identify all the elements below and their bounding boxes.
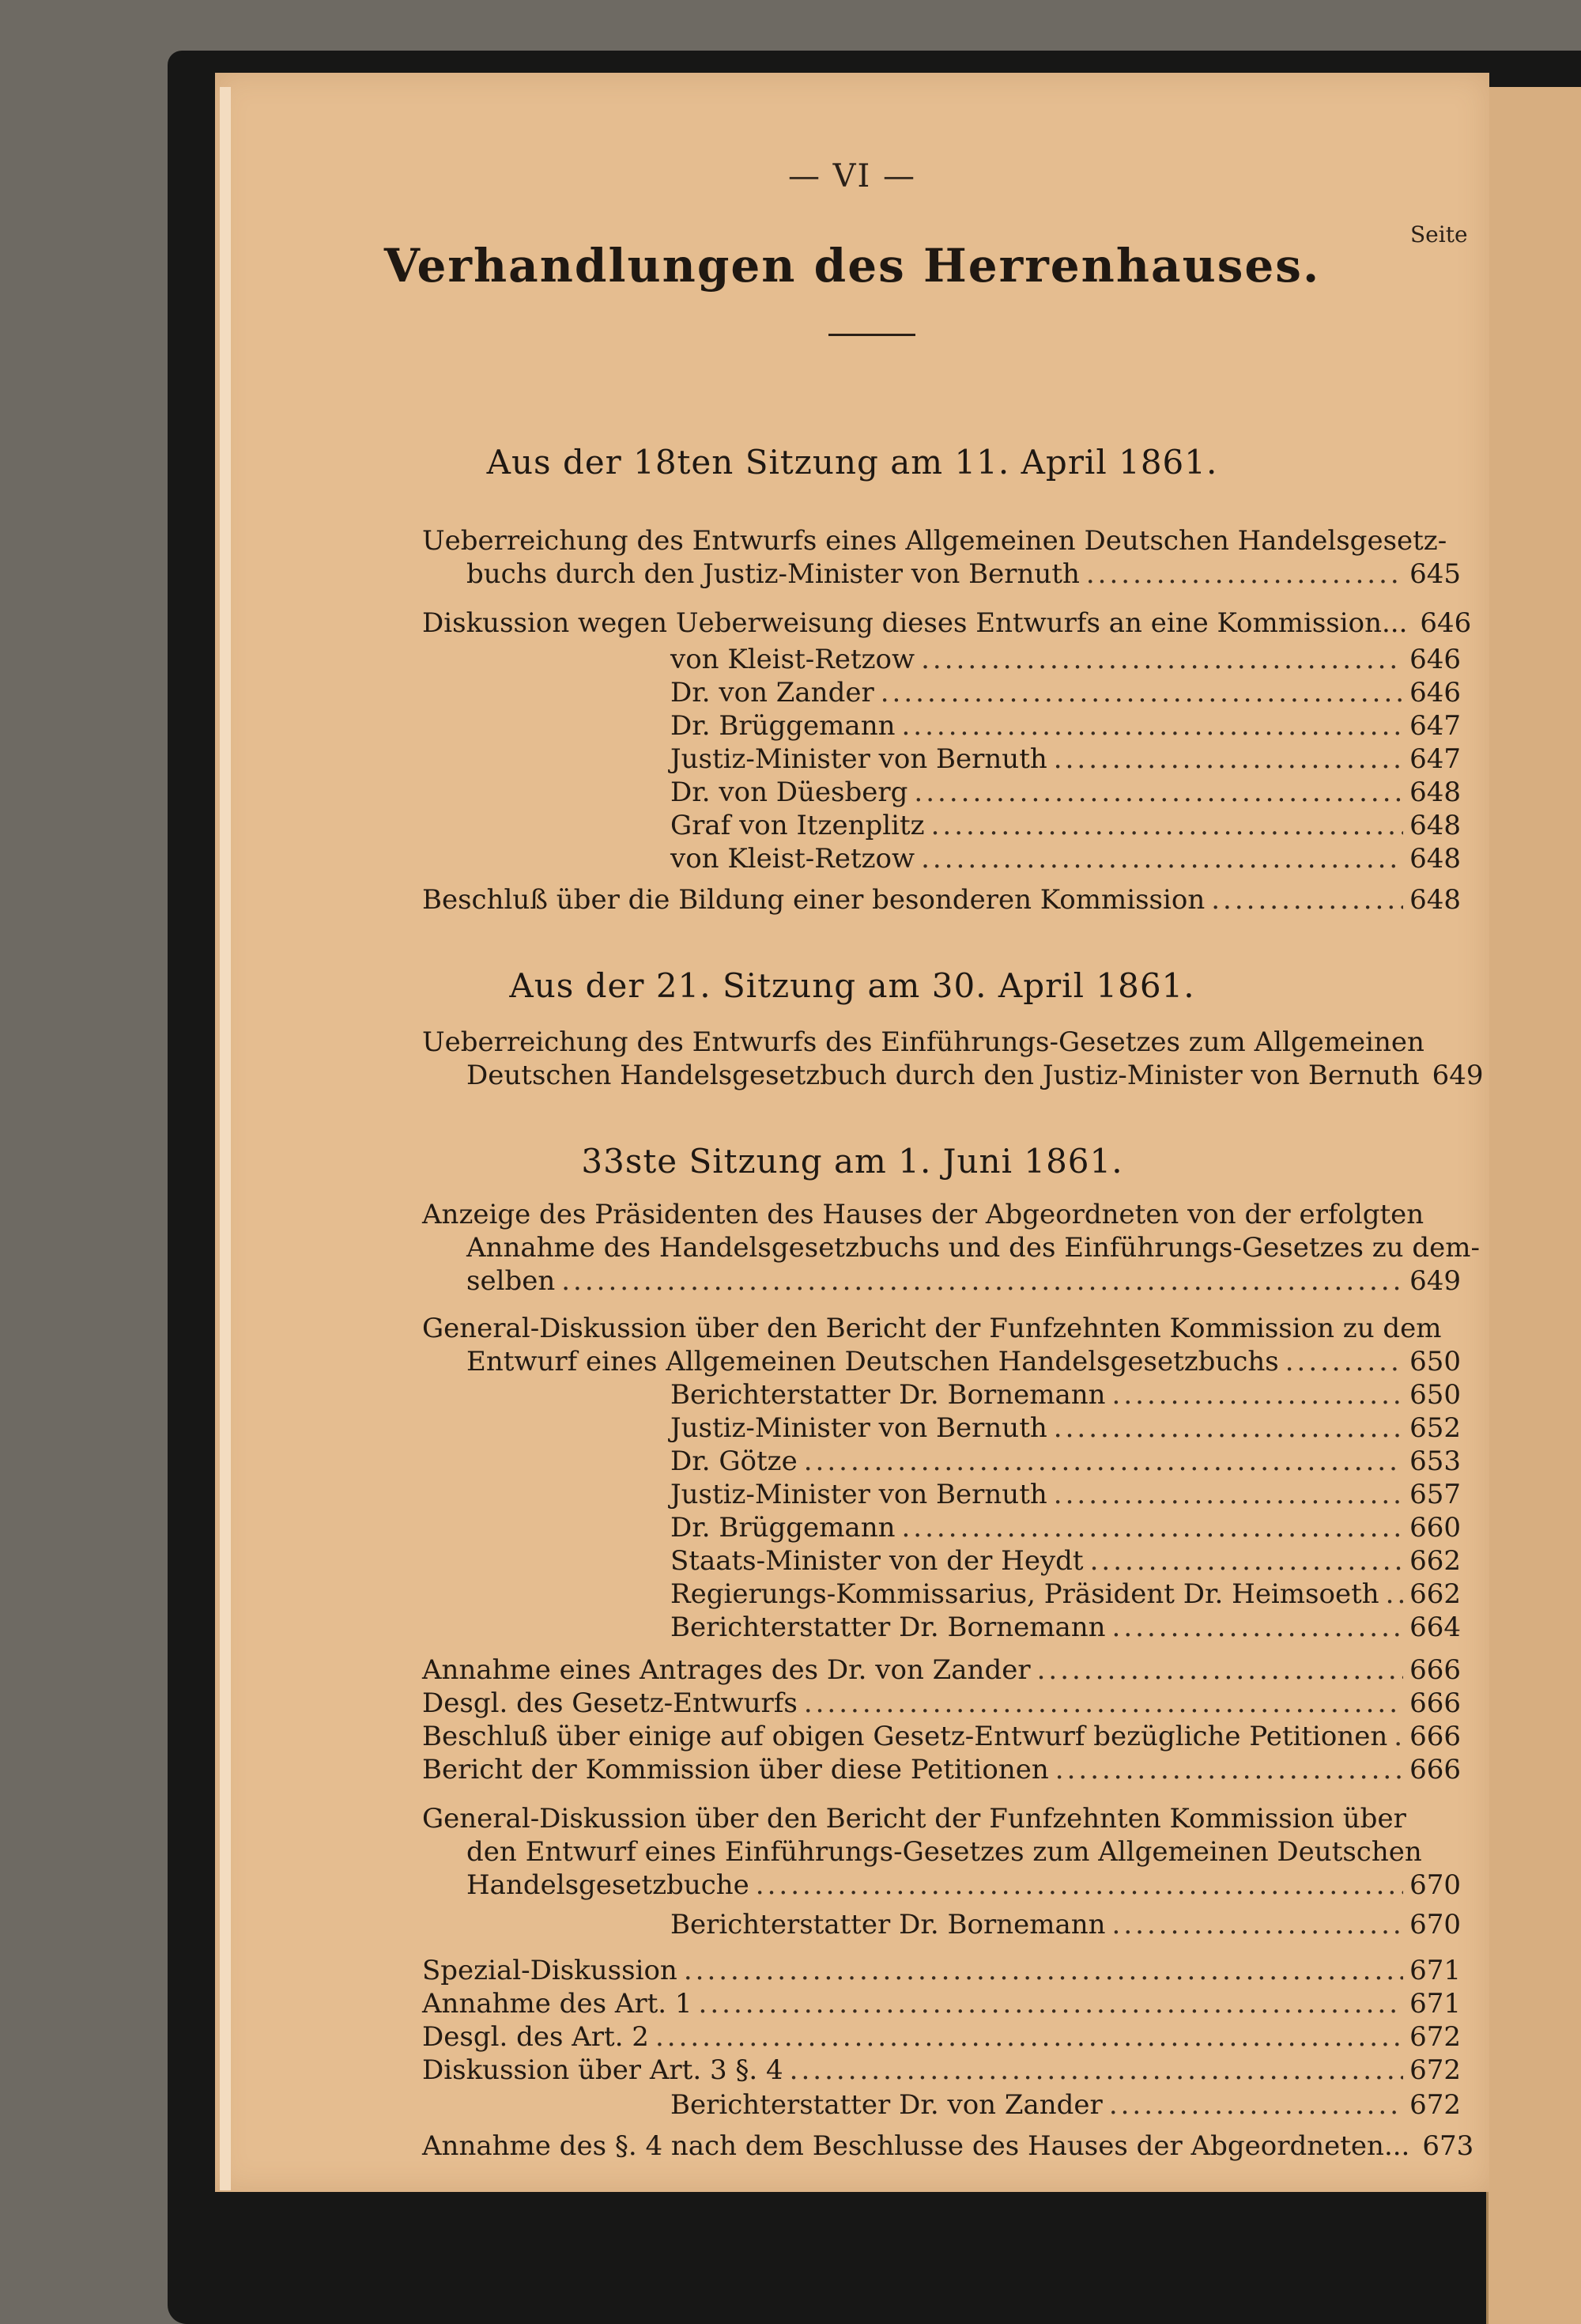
toc-page: 672 bbox=[1409, 2021, 1461, 2053]
toc-page: 649 bbox=[1432, 1060, 1484, 1091]
toc-line bbox=[670, 710, 1461, 742]
toc-text: Ueberreichung des Entwurfs eines Allgemeinen Deutschen Handelsgesetz- bbox=[422, 525, 1447, 557]
toc-page: 652 bbox=[1409, 1412, 1461, 1444]
section-heading-18: Aus der 18ten Sitzung am 11. April 1861. bbox=[486, 443, 1218, 482]
toc-line bbox=[670, 1479, 1461, 1510]
toc-text: von Kleist-Retzow bbox=[670, 843, 915, 875]
toc-text: Desgl. des Art. 2 bbox=[422, 2021, 649, 2053]
toc-line bbox=[670, 2089, 1461, 2121]
toc-text: Berichterstatter Dr. Bornemann bbox=[670, 1612, 1106, 1643]
toc-text: Dr. von Zander bbox=[670, 677, 874, 709]
toc-line bbox=[670, 677, 1461, 709]
toc-line bbox=[422, 1026, 1461, 1058]
toc-line bbox=[422, 1721, 1461, 1752]
toc-line bbox=[670, 1445, 1461, 1477]
toc-page: 664 bbox=[1409, 1612, 1461, 1643]
toc-text: Dr. Brüggemann bbox=[670, 710, 896, 742]
toc-text: Regierungs-Kommissarius, Präsident Dr. Heimsoeth bbox=[670, 1578, 1379, 1610]
toc-page: 673 bbox=[1422, 2130, 1474, 2162]
toc-line bbox=[670, 843, 1461, 875]
toc-page: 662 bbox=[1409, 1545, 1461, 1577]
toc-text: Annahme des §. 4 nach dem Beschlusse des Hauses der Abgeordneten... bbox=[422, 2130, 1410, 2162]
toc-page: 646 bbox=[1420, 607, 1472, 639]
toc-page: 670 bbox=[1409, 1869, 1461, 1901]
toc-text: selben bbox=[466, 1265, 556, 1297]
toc-text: Dr. von Düesberg bbox=[670, 777, 908, 808]
toc-page: 671 bbox=[1409, 1988, 1461, 2020]
toc-line bbox=[422, 1803, 1461, 1835]
toc-text: Diskussion wegen Ueberweisung dieses Entwurfs an eine Kommission... bbox=[422, 607, 1408, 639]
toc-page: 648 bbox=[1409, 843, 1461, 875]
toc-line bbox=[466, 1346, 1461, 1377]
toc-page: 648 bbox=[1409, 777, 1461, 808]
toc-line bbox=[466, 1232, 1481, 1264]
toc-page: 646 bbox=[1409, 677, 1461, 709]
toc-text: Entwurf eines Allgemeinen Deutschen Handelsgesetzbuchs bbox=[466, 1346, 1279, 1377]
toc-page: 666 bbox=[1409, 1687, 1461, 1719]
toc-page: 672 bbox=[1409, 2054, 1461, 2086]
toc-line bbox=[670, 1545, 1461, 1577]
toc-line bbox=[466, 1869, 1461, 1901]
toc-text: Graf von Itzenplitz bbox=[670, 810, 925, 841]
toc-text: Staats-Minister von der Heydt bbox=[670, 1545, 1084, 1577]
toc-line bbox=[670, 810, 1461, 841]
toc-line bbox=[422, 2054, 1461, 2086]
toc-text: Justiz-Minister von Bernuth bbox=[670, 1479, 1047, 1510]
toc-page: 650 bbox=[1409, 1346, 1461, 1377]
toc-line bbox=[670, 743, 1461, 775]
page-title: Verhandlungen des Herrenhauses. bbox=[383, 239, 1321, 293]
toc-line bbox=[422, 1955, 1461, 1986]
toc-text: Justiz-Minister von Bernuth bbox=[670, 743, 1047, 775]
toc-text: Spezial-Diskussion bbox=[422, 1955, 677, 1986]
toc-text: Ueberreichung des Entwurfs des Einführungs-Gesetzes zum Allgemeinen bbox=[422, 1026, 1424, 1058]
toc-page: 650 bbox=[1409, 1379, 1461, 1411]
toc-page: 662 bbox=[1409, 1578, 1461, 1610]
toc-line bbox=[422, 1313, 1461, 1344]
toc-line bbox=[670, 1578, 1461, 1610]
adjacent-page-edge bbox=[1486, 87, 1581, 2324]
toc-text: Justiz-Minister von Bernuth bbox=[670, 1412, 1047, 1444]
toc-text: Bericht der Kommission über diese Petitionen bbox=[422, 1754, 1049, 1786]
toc-line bbox=[670, 1909, 1461, 1940]
toc-text: Berichterstatter Dr. Bornemann bbox=[670, 1909, 1106, 1940]
toc-page: 671 bbox=[1409, 1955, 1461, 1986]
toc-text: Desgl. des Gesetz-Entwurfs bbox=[422, 1687, 798, 1719]
toc-page: 672 bbox=[1409, 2089, 1461, 2121]
toc-page: 670 bbox=[1409, 1909, 1461, 1940]
toc-text: Anzeige des Präsidenten des Hauses der Abgeordneten von der erfolgten bbox=[422, 1199, 1424, 1230]
toc-text: Dr. Götze bbox=[670, 1445, 798, 1477]
toc-page: 647 bbox=[1409, 710, 1461, 742]
toc-text: General-Diskussion über den Bericht der Funfzehnten Kommission zu dem bbox=[422, 1313, 1442, 1344]
toc-line bbox=[466, 1836, 1461, 1868]
page-number: — VI — bbox=[787, 158, 917, 195]
toc-page: 648 bbox=[1409, 810, 1461, 841]
toc-line bbox=[422, 2021, 1461, 2053]
toc-page: 649 bbox=[1409, 1265, 1461, 1297]
toc-line bbox=[466, 558, 1461, 590]
toc-line bbox=[670, 1612, 1461, 1643]
toc-text: Dr. Brüggemann bbox=[670, 1512, 896, 1544]
toc-text: den Entwurf eines Einführungs-Gesetzes zum Allgemeinen Deutschen bbox=[466, 1836, 1422, 1868]
toc-line bbox=[670, 1412, 1461, 1444]
toc-text: General-Diskussion über den Bericht der Funfzehnten Kommission über bbox=[422, 1803, 1406, 1835]
toc-text: Diskussion über Art. 3 §. 4 bbox=[422, 2054, 783, 2086]
toc-page: 648 bbox=[1409, 884, 1461, 916]
toc-line bbox=[422, 2130, 1474, 2162]
toc-text: Annahme eines Antrages des Dr. von Zander bbox=[422, 1654, 1031, 1686]
toc-line bbox=[422, 1654, 1461, 1686]
toc-line bbox=[422, 884, 1461, 916]
toc-text: Annahme des Art. 1 bbox=[422, 1988, 692, 2020]
toc-line bbox=[670, 777, 1461, 808]
toc-line bbox=[422, 1687, 1461, 1719]
toc-text: buchs durch den Justiz-Minister von Bernuth bbox=[466, 558, 1080, 590]
toc-page: 646 bbox=[1409, 644, 1461, 675]
toc-text: Beschluß über die Bildung einer besonderen Kommission bbox=[422, 884, 1206, 916]
page-inner-edge bbox=[220, 87, 231, 2190]
toc-text: Berichterstatter Dr. von Zander bbox=[670, 2089, 1103, 2121]
toc-line bbox=[670, 1379, 1461, 1411]
toc-page: 657 bbox=[1409, 1479, 1461, 1510]
toc-text: Deutschen Handelsgesetzbuch durch den Justiz-Minister von Bernuth bbox=[466, 1060, 1420, 1091]
section-heading-33: 33ste Sitzung am 1. Juni 1861. bbox=[581, 1142, 1123, 1181]
title-divider bbox=[828, 334, 915, 336]
toc-text: Berichterstatter Dr. Bornemann bbox=[670, 1379, 1106, 1411]
page-column-label: Seite bbox=[1410, 221, 1468, 248]
toc-text: Beschluß über einige auf obigen Gesetz-Entwurf bezügliche Petitionen bbox=[422, 1721, 1388, 1752]
toc-line bbox=[466, 1265, 1461, 1297]
toc-text: Handelsgesetzbuche bbox=[466, 1869, 749, 1901]
toc-page: 645 bbox=[1409, 558, 1461, 590]
toc-text: von Kleist-Retzow bbox=[670, 644, 915, 675]
toc-page: 666 bbox=[1409, 1754, 1461, 1786]
toc-line bbox=[422, 1988, 1461, 2020]
toc-line bbox=[422, 607, 1472, 639]
toc-page: 666 bbox=[1409, 1654, 1461, 1686]
toc-line bbox=[670, 1512, 1461, 1544]
section-heading-21: Aus der 21. Sitzung am 30. April 1861. bbox=[509, 966, 1195, 1005]
toc-line bbox=[466, 1060, 1484, 1091]
toc-page: 666 bbox=[1409, 1721, 1461, 1752]
toc-page: 653 bbox=[1409, 1445, 1461, 1477]
toc-line bbox=[670, 644, 1461, 675]
toc-text: Annahme des Handelsgesetzbuchs und des Einführungs-Gesetzes zu dem- bbox=[466, 1232, 1481, 1264]
toc-page: 660 bbox=[1409, 1512, 1461, 1544]
toc-line bbox=[422, 525, 1461, 557]
toc-page: 647 bbox=[1409, 743, 1461, 775]
book-page bbox=[215, 73, 1489, 2192]
toc-line bbox=[422, 1754, 1461, 1786]
toc-line bbox=[422, 1199, 1461, 1230]
